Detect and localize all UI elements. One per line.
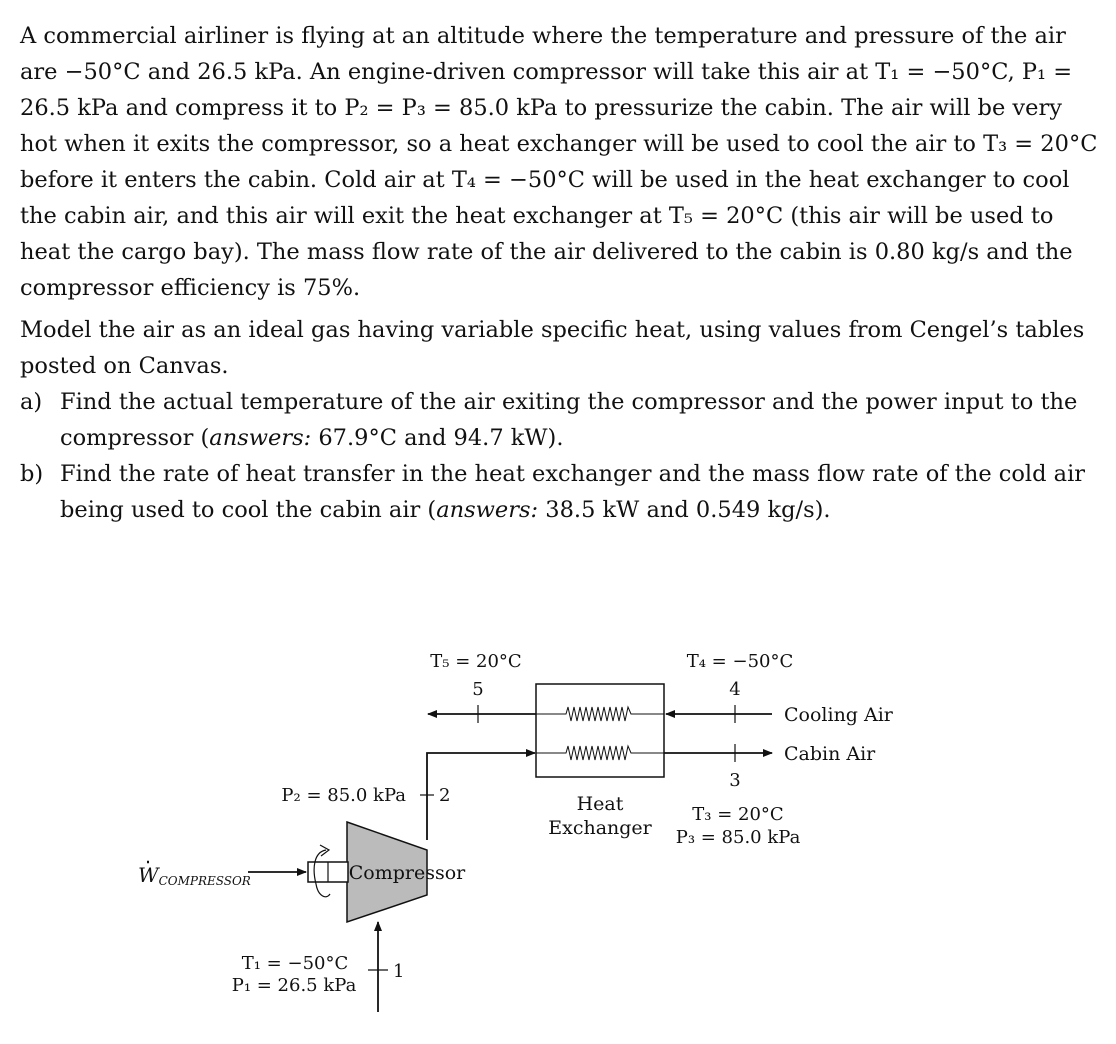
state1-pressure: P₁ = 26.5 kPa <box>231 975 357 996</box>
question-a-letter: a) <box>20 389 43 415</box>
work-input-label <box>138 863 251 888</box>
compressor-label: Compressor <box>348 862 466 884</box>
state4-number: 4 <box>729 679 741 700</box>
state2-pressure: P₂ = 85.0 kPa <box>281 785 406 806</box>
state3-temperature: T₃ = 20°C <box>692 804 784 825</box>
state2-number: 2 <box>439 785 451 806</box>
question-b-text: Find the rate of heat transfer in the heat exchanger and the mass flow rate of the cold air being used to cool the cabin air ( <box>60 461 1086 523</box>
state3-number: 3 <box>729 770 741 791</box>
heat-exchanger-box <box>536 684 664 777</box>
work-subscript: COMPRESSOR <box>158 874 251 888</box>
state4-temperature: T₄ = −50°C <box>686 651 794 672</box>
hx-label-line2: Exchanger <box>548 817 652 839</box>
question-a-answers-label: answers: <box>209 425 312 451</box>
hx-label-line1: Heat <box>576 793 624 815</box>
cabin-air-label: Cabin Air <box>784 743 876 765</box>
state3-pressure: P₃ = 85.0 kPa <box>675 827 801 848</box>
state1-number: 1 <box>393 961 405 982</box>
state5-number: 5 <box>472 679 484 700</box>
state5-temperature: T₅ = 20°C <box>430 651 522 672</box>
question-a-text: Find the actual temperature of the air exiting the compressor and the power input to the compressor ( <box>60 389 1078 451</box>
question-b-answers: 38.5 kW and 0.549 kg/s). <box>538 497 831 523</box>
work-symbol: W <box>138 863 159 887</box>
question-b-answers-label: answers: <box>436 497 539 523</box>
problem-paragraph-1: A commercial airliner is flying at an altitude where the temperature and pressure of the air are −50°C and 26.5 kPa. An engine-driven compressor will take this air at T₁ = −50°C, P₁ = 26.5 kPa and compress it to P₂ = P₃ = 85.0 kPa to pressurize the cabin. The air will be very hot when it exits the compressor, so a heat exchanger will be used to cool the air to T₃ = 20°C before it enters the cabin. Cold air at T₄ = −50°C will be used in the heat exchanger to cool the cabin air, and this air will exit the heat exchanger at T₅ = 20°C (this air will be used to heat the cargo bay). The mass flow rate of the air delivered to the cabin is 0.80 kg/s and the compressor efficiency is 75%. <box>20 23 1098 301</box>
question-b-letter: b) <box>20 461 44 487</box>
state1-temperature: T₁ = −50°C <box>241 953 349 974</box>
cooling-air-label: Cooling Air <box>784 704 893 726</box>
question-a-answers: 67.9°C and 94.7 kW). <box>311 425 564 451</box>
problem-paragraph-2: Model the air as an ideal gas having variable specific heat, using values from Cengel’s tables posted on Canvas. <box>20 317 1085 379</box>
